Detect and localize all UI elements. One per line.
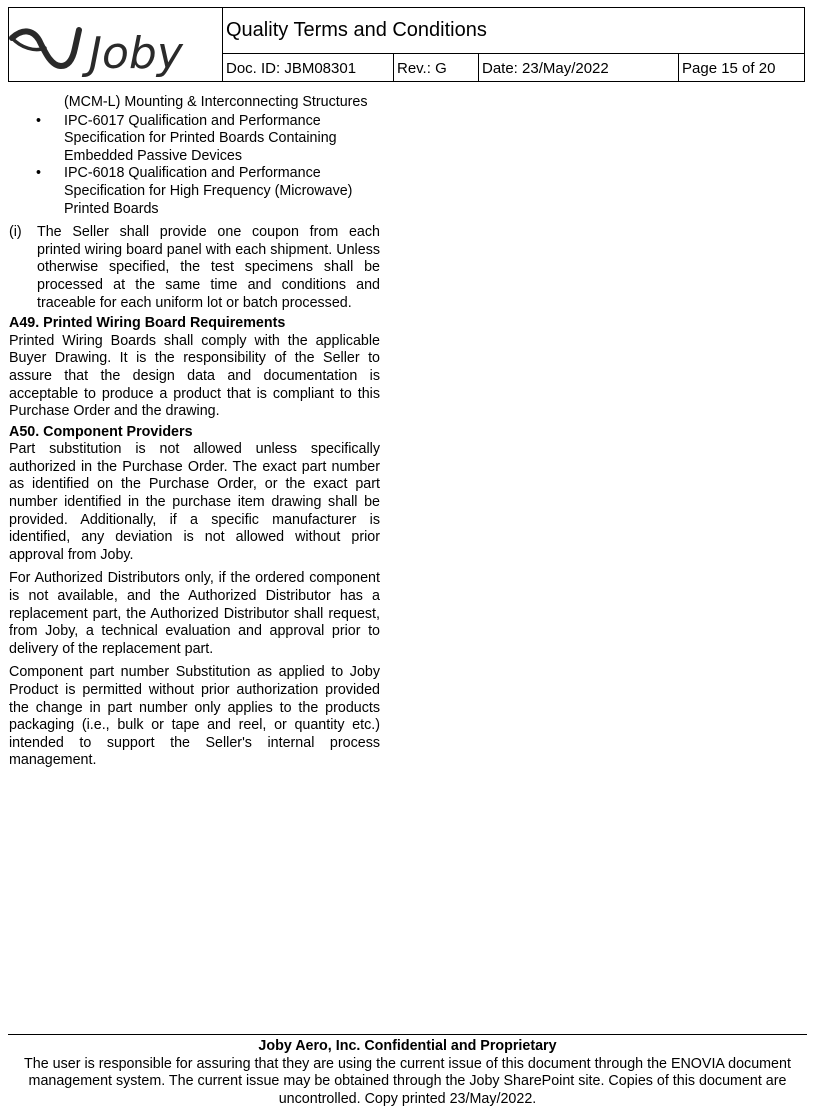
joby-logo (9, 8, 222, 81)
bullet-icon: • (36, 112, 42, 129)
logo-cell (9, 8, 223, 81)
body-column (9, 94, 380, 770)
clause-i (9, 224, 380, 312)
title-cell (223, 8, 804, 54)
doc-date: Date: 23/May/2022 (482, 60, 609, 77)
a50-paragraph: Component part number Substitution as applied to Joby Product is permitted without prior authorization provided the change in part number only applies to the products packaging (i.e., bulk or tape and reel, or quantity etc.) intended to support the Seller's internal process management. (9, 664, 380, 769)
doc-id: Doc. ID: JBM08301 (226, 60, 357, 77)
section-heading-a49: A49. Printed Wiring Board Requirements (9, 315, 286, 332)
list-item: • IPC-6017 Qualification and Performance Specification for Printed Boards Containing Embedded Passive Devices (36, 112, 337, 164)
clause-text: The Seller shall provide one coupon from each printed wiring board panel with each shipment. Unless otherwise specified, the test specimens shall be processed at the same time and conditions and traceable for each uniform lot or batch processed. (37, 224, 380, 311)
section-heading-a50: A50. Component Providers (9, 423, 193, 440)
a50-paragraph: For Authorized Distributors only, if the ordered component is not available, and the Authorized Distributor has a replacement part, the Authorized Distributor shall request, from Joby, a technical evaluation and approval prior to delivery of the replacement part. (9, 570, 380, 657)
document-header (8, 7, 805, 82)
bullet-icon: • (36, 165, 42, 182)
document-footer (8, 1034, 807, 1108)
standards-list (9, 94, 380, 218)
a50-paragraph: Part substitution is not allowed unless specifically authorized in the Purchase Order. The exact part number as identified on the Purchase Order, or the exact part number identified in the purchase item drawing shall be provided. Additionally, if a specific manufacturer is identified, any deviation is not allowed without prior approval from Joby. (9, 441, 380, 563)
a49-paragraph: Printed Wiring Boards shall comply with the applicable Buyer Drawing. It is the responsibility of the Seller to assure that the design data and documentation is acceptable to produce a product that is compliant to this Purchase Order and the drawing. (9, 332, 380, 420)
list-item: (MCM-L) Mounting & Interconnecting Structures (64, 94, 368, 110)
page-number: Page 15 of 20 (682, 60, 776, 77)
list-item: • IPC-6018 Qualification and Performance Specification for High Frequency (Microwave) Printed Boards (36, 165, 353, 217)
page-cell (679, 54, 804, 81)
footer-text: The user is responsible for assuring that they are using the current issue of this document through the ENOVIA document management system. The current issue may be obtained through the Joby SharePoint site. Copies of this document are uncontrolled. Copy printed 23/May/2022. (24, 1055, 791, 1107)
clause-label: (i) (9, 224, 22, 241)
date-cell (479, 54, 679, 81)
footer-title: Joby Aero, Inc. Confidential and Proprietary (258, 1038, 557, 1054)
document-title: Quality Terms and Conditions (226, 19, 487, 41)
svg-text:Joby: Joby (89, 28, 183, 79)
doc-id-cell (223, 54, 394, 81)
rev-cell (394, 54, 479, 81)
revision: Rev.: G (397, 60, 447, 77)
